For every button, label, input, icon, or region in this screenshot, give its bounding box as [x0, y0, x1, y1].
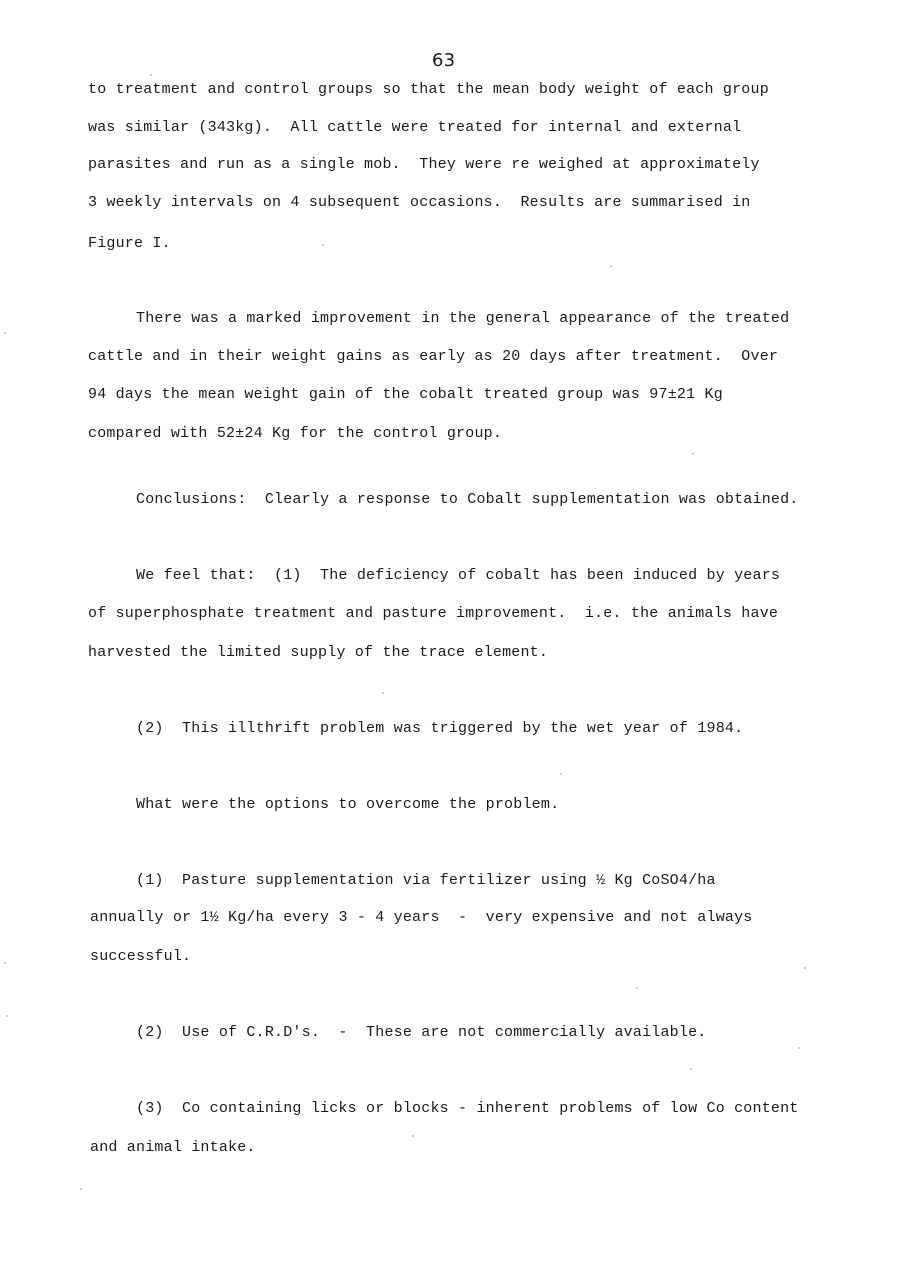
text-line: parasites and run as a single mob. They were re weighed at approximately — [88, 156, 760, 173]
text-line: 3 weekly intervals on 4 subsequent occasions. Results are summarised in — [88, 194, 751, 211]
page-number: 63 — [432, 50, 456, 71]
text-line: 94 days the mean weight gain of the cobalt treated group was 97±21 Kg — [88, 386, 723, 403]
scan-speck — [804, 967, 806, 969]
text-line: Figure I. — [88, 235, 171, 252]
scan-speck — [4, 962, 6, 964]
text-line: compared with 52±24 Kg for the control group. — [88, 425, 503, 442]
scan-speck — [610, 265, 612, 267]
scan-speck — [322, 244, 324, 246]
scan-speck — [690, 1068, 692, 1070]
text-line: There was a marked improvement in the general appearance of the treated — [136, 310, 790, 327]
scan-speck — [560, 773, 562, 775]
text-line: (2) This illthrift problem was triggered by the wet year of 1984. — [136, 720, 744, 737]
text-line: We feel that: (1) The deficiency of cobalt has been induced by years — [136, 567, 781, 584]
text-line: What were the options to overcome the problem. — [136, 796, 560, 813]
scan-speck — [150, 74, 152, 76]
scan-speck — [798, 1047, 800, 1049]
scan-speck — [692, 453, 694, 455]
text-line: cattle and in their weight gains as early as 20 days after treatment. Over — [88, 348, 779, 365]
scan-speck — [6, 1015, 8, 1017]
text-line: to treatment and control groups so that the mean body weight of each group — [88, 81, 769, 98]
text-line: was similar (343kg). All cattle were treated for internal and external — [88, 119, 742, 136]
scan-speck — [412, 1135, 414, 1137]
text-line: (3) Co containing licks or blocks - inherent problems of low Co content — [136, 1100, 799, 1117]
scan-speck — [80, 1188, 82, 1190]
text-line: (2) Use of C.R.D's. - These are not commercially available. — [136, 1024, 707, 1041]
text-line: and animal intake. — [90, 1139, 256, 1156]
scan-speck — [382, 692, 384, 694]
text-line: successful. — [90, 948, 192, 965]
text-line: harvested the limited supply of the trace element. — [88, 644, 549, 661]
text-line: Conclusions: Clearly a response to Cobalt supplementation was obtained. — [136, 491, 799, 508]
text-line: of superphosphate treatment and pasture improvement. i.e. the animals have — [88, 605, 779, 622]
scan-speck — [4, 332, 6, 334]
scan-speck — [636, 987, 638, 989]
text-line: annually or 1½ Kg/ha every 3 - 4 years - very expensive and not always — [90, 909, 753, 926]
text-line: (1) Pasture supplementation via fertilizer using ½ Kg CoSO4/ha — [136, 872, 716, 889]
